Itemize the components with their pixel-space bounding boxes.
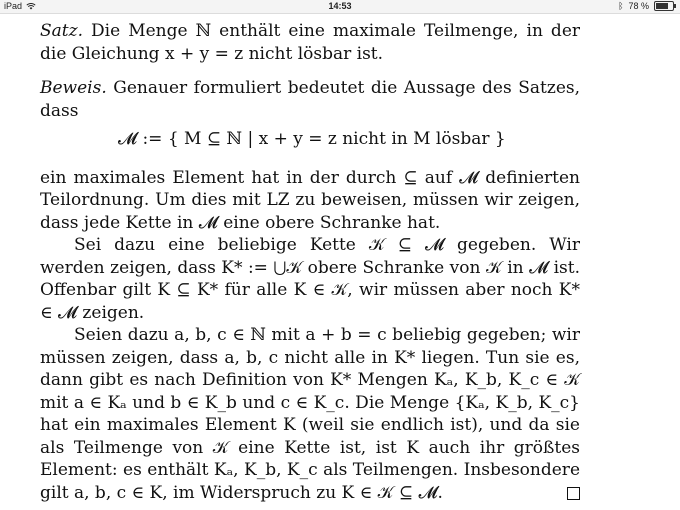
device-label: iPad bbox=[4, 1, 23, 11]
beweis-intro: Genauer formuliert bedeutet die Aussage des Satzes, dass bbox=[40, 78, 581, 121]
satz-text: Die Menge ℕ enthält eine maximale Teilmenge, in der die Gleichung x + y = z nicht lösbar ist. bbox=[40, 21, 581, 64]
proof-paragraph-2: Sei dazu eine beliebige Kette 𝒦 ⊆ 𝓜 gegeben. Wir werden zeigen, dass K* := ⋃𝒦 obere Schranke von 𝒦 in 𝓜 ist. Offenbar gilt K ⊆ K* für alle K ∈ 𝒦, wir müssen aber noch K* ∈ 𝓜 zeigen. bbox=[40, 235, 580, 323]
theorem bbox=[40, 20, 580, 65]
beweis-label: Beweis. bbox=[40, 78, 107, 98]
proof-paragraph-3-text: Seien dazu a, b, c ∈ ℕ mit a + b = c beliebig gegeben; wir müssen zeigen, dass a, b, c nicht alle in K* liegen. Tun sie es, dann gibt es nach Definition von K* Mengen Kₐ, K_b, K_c ∈ 𝒦 mit a ∈ Kₐ und b ∈ K_b und c ∈ K_c. Die Menge {Kₐ, K_b, K_c} hat ein maximales Element K (weil sie endlich ist), und da sie als Teilmenge von 𝒦 eine Kette ist, ist K auch ihr größtes Element: es enthält Kₐ, K_b, K_c als Teilmengen. Insbesondere gilt a, b, c ∈ K, im Widerspruch zu K ∈ 𝒦 ⊆ 𝓜. bbox=[40, 325, 580, 503]
document-page bbox=[40, 20, 580, 504]
proof-paragraph-1: ein maximales Element hat in der durch ⊆ auf 𝓜 definierten Teilordnung. Um dies mit LZ zu beweisen, müssen wir zeigen, dass jede Kette in 𝓜 eine obere Schranke hat. bbox=[40, 167, 580, 233]
battery-icon bbox=[654, 1, 674, 11]
qed-box-icon bbox=[567, 487, 580, 500]
display-formula: 𝓜 := { M ⊆ ℕ | x + y = z nicht in M lösbar } bbox=[118, 129, 506, 149]
battery-percent: 78 % bbox=[628, 1, 649, 11]
proof-intro bbox=[40, 77, 580, 122]
proof-paragraph-3 bbox=[40, 324, 580, 504]
bluetooth-icon: ᛒ bbox=[618, 1, 624, 11]
satz-label: Satz. bbox=[40, 21, 83, 41]
status-right bbox=[618, 1, 674, 11]
status-time: 14:53 bbox=[328, 1, 352, 11]
status-bar bbox=[0, 0, 680, 14]
